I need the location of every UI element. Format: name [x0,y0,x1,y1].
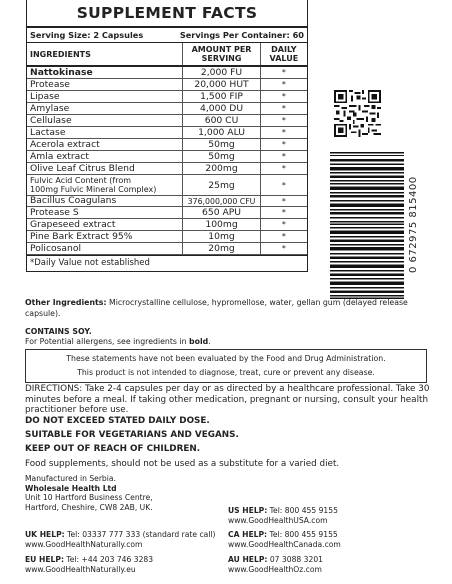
ingredient-daily-value: * [260,127,307,139]
other-ingredients-text: Microcrystalline cellulose, hypromellose, water, gellan gum (delayed release capsule). [25,298,408,318]
eu-help [25,555,153,575]
warning-children: KEEP OUT OF REACH OF CHILDREN. [25,444,201,454]
ca-help [228,530,341,550]
table-row [27,115,307,127]
eu-help-label: EU HELP: [25,555,64,564]
table-row [27,163,307,175]
ingredient-daily-value: * [260,231,307,243]
table-row [27,91,307,103]
ingredient-name: Amla extract [27,151,183,163]
qr-code [334,90,381,137]
au-help [228,555,323,575]
ingredient-amount: 650 APU [183,207,260,219]
allergen-pre: For Potential allergens, see ingredients in [25,337,190,346]
us-help-web[interactable]: www.GoodHealthUSA.com [228,516,328,525]
table-row [27,207,307,219]
ingredient-name: Grapeseed extract [27,219,183,231]
ingredients-table [27,43,307,255]
table-row [27,231,307,243]
eu-help-web[interactable]: www.GoodHealthNaturally.eu [25,565,136,574]
ingredient-name: Acerola extract [27,139,183,151]
ingredient-daily-value: * [260,207,307,219]
ingredient-name: Olive Leaf Citrus Blend [27,163,183,175]
ca-help-label: CA HELP: [228,530,268,539]
ca-help-web[interactable]: www.GoodHealthCanada.com [228,540,341,549]
manufacturer-info [25,474,153,512]
ingredient-amount: 600 CU [183,115,260,127]
fda-disclaimer [25,349,427,383]
uk-help-label: UK HELP: [25,530,65,539]
ingredient-name: Bacillus Coagulans [27,196,183,207]
servings-per-container: Servings Per Container: 60 [179,30,304,40]
ingredient-amount: 10mg [183,231,260,243]
table-row [27,196,307,207]
mfg-origin: Manufactured in Serbia. [25,474,116,483]
ingredient-daily-value: * [260,139,307,151]
table-row [27,219,307,231]
table-row [27,243,307,255]
ingredient-daily-value: * [260,115,307,127]
ingredient-amount: 200mg [183,163,260,175]
ingredient-amount: 2,000 FU [183,66,260,79]
ingredient-name-line-1: Fulvic Acid Content (from [30,176,132,185]
us-help-label: US HELP: [228,506,268,515]
table-row [27,127,307,139]
table-row [27,139,307,151]
table-row [27,175,307,196]
ingredient-name-line-2: 100mg Fulvic Mineral Complex) [30,185,157,194]
uk-help-web[interactable]: www.GoodHealthNaturally.com [25,540,143,549]
ingredient-amount: 50mg [183,151,260,163]
ingredient-amount: 20,000 HUT [183,79,260,91]
us-help [228,506,338,526]
header-amount-line-2: SERVING [201,54,242,63]
ingredient-daily-value: * [260,79,307,91]
table-row [27,66,307,79]
serving-size: Serving Size: 2 Capsules [30,30,144,40]
ingredient-amount: 4,000 DU [183,103,260,115]
serving-info [27,28,307,43]
ingredient-daily-value: * [260,66,307,79]
ingredient-amount: 25mg [183,175,260,196]
ingredient-name: Policosanol [27,243,183,255]
other-ingredients-label: Other Ingredients: [25,298,107,307]
us-help-tel: Tel: 800 455 9155 [267,506,338,515]
header-daily-value [260,43,307,66]
other-ingredients [25,298,425,319]
header-ingredients: INGREDIENTS [27,43,183,66]
table-row [27,151,307,163]
header-amount-line-1: AMOUNT PER [191,45,252,54]
supplement-facts-panel [26,0,308,272]
ingredient-name [27,175,183,196]
ingredient-name: Amylase [27,103,183,115]
au-help-web[interactable]: www.GoodHealthOz.com [228,565,322,574]
mfg-company: Wholesale Health Ltd [25,483,117,493]
food-supplement-note: Food supplements, should not be used as a substitute for a varied diet. [25,459,340,469]
ingredient-daily-value: * [260,151,307,163]
allergen-bold: bold [189,337,209,346]
ingredient-name: Pine Bark Extract 95% [27,231,183,243]
disclaimer-line-1: These statements have not been evaluated by the Food and Drug Administration. [66,354,386,363]
eu-help-tel: Tel: +44 203 746 3283 [63,555,154,564]
allergen-note [25,337,211,346]
ingredient-name: Protease [27,79,183,91]
warning-vegan: SUITABLE FOR VEGETARIANS AND VEGANS. [25,430,239,440]
au-help-label: AU HELP: [228,555,268,564]
ingredient-name: Lipase [27,91,183,103]
mfg-address-1: Unit 10 Hartford Business Centre, [25,493,153,503]
ingredient-daily-value: * [260,91,307,103]
ingredient-name: Protease S [27,207,183,219]
header-dv-line-1: DAILY [271,45,297,54]
ingredient-daily-value: * [260,196,307,207]
ingredient-daily-value: * [260,243,307,255]
barcode-number: 0 672975 815400 [408,176,419,274]
ingredient-name: Cellulase [27,115,183,127]
ingredient-daily-value: * [260,103,307,115]
contains-soy: CONTAINS SOY. [25,327,92,336]
au-help-tel: 07 3088 3201 [267,555,323,564]
header-amount [183,43,260,66]
ingredient-amount: 100mg [183,219,260,231]
ingredient-amount: 20mg [183,243,260,255]
ingredient-daily-value: * [260,175,307,196]
ca-help-tel: Tel: 800 455 9155 [267,530,338,539]
disclaimer-line-2: This product is not intended to diagnose, treat, cure or prevent any disease. [77,368,375,377]
allergen-post: . [208,337,211,346]
ingredient-daily-value: * [260,163,307,175]
uk-help-tel: Tel: 03337 777 333 (standard rate call) [64,530,216,539]
ingredient-amount: 1,000 ALU [183,127,260,139]
warning-dose: DO NOT EXCEED STATED DAILY DOSE. [25,416,210,426]
mfg-address-2: Hartford, Cheshire, CW8 2AB, UK. [25,502,153,512]
ingredient-amount: 376,000,000 CFU [183,196,260,207]
uk-help [25,530,216,550]
facts-title: SUPPLEMENT FACTS [27,0,307,28]
header-dv-line-2: VALUE [269,54,299,63]
daily-value-footnote: *Daily Value not established [27,255,307,271]
ingredient-name: Nattokinase [27,66,183,79]
table-row [27,79,307,91]
ingredient-name: Lactase [27,127,183,139]
table-header-row [27,43,307,66]
ingredient-daily-value: * [260,219,307,231]
ingredient-amount: 50mg [183,139,260,151]
ingredient-amount: 1,500 FIP [183,91,260,103]
table-row [27,103,307,115]
directions: DIRECTIONS: Take 2-4 capsules per day or as directed by a healthcare professional. Take 30 minutes before a meal. If taking other medication, pregnant or nursing, consult your health practitioner before use. [25,384,430,415]
